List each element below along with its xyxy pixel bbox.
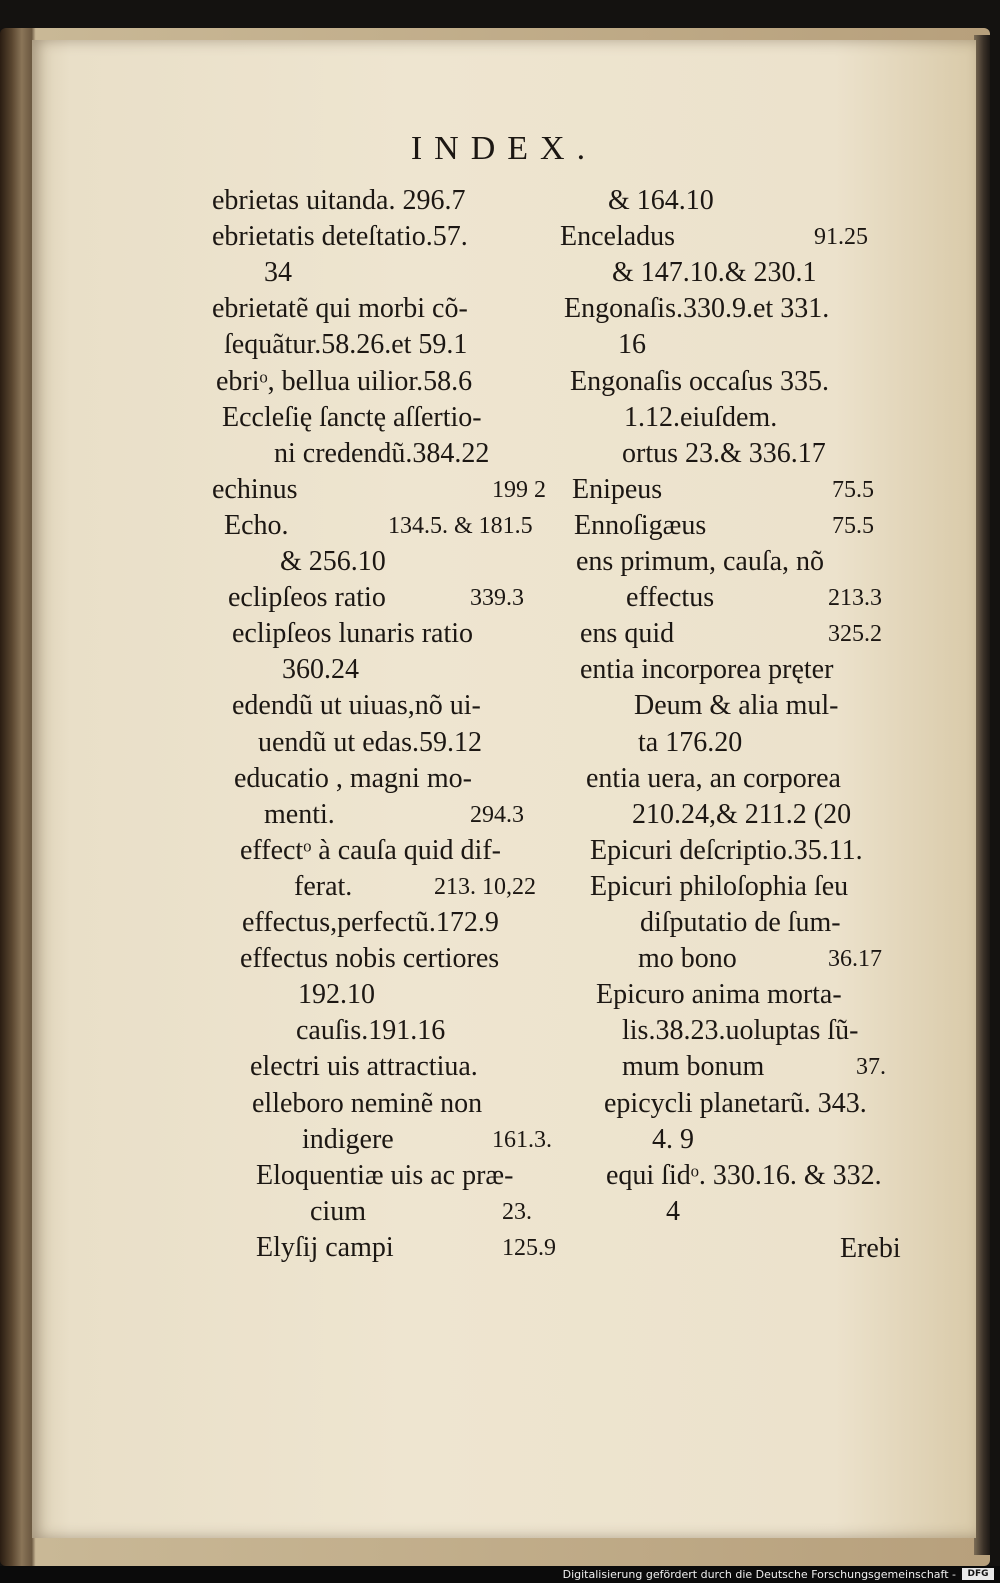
index-entry-page-ref: 213.3 xyxy=(828,585,882,612)
index-entry-text: mum bonum xyxy=(622,1051,765,1083)
index-entry-page-ref: 75.5 xyxy=(832,512,874,539)
footer-bar xyxy=(0,1566,1000,1583)
index-entry-text: 192.10 xyxy=(298,979,375,1011)
index-entry-text: ens quid xyxy=(580,618,675,650)
book-page xyxy=(32,40,976,1538)
index-entry-text: cium xyxy=(310,1195,366,1227)
index-entry-text: Ennoſigæus xyxy=(574,509,707,541)
index-entry-page-ref: 36.17 xyxy=(828,946,882,973)
index-entry-text: ens primum, cauſa, nõ xyxy=(576,546,825,577)
index-entry-text: ferat. xyxy=(294,870,353,902)
index-entry-text: edendũ ut uiuas,nõ ui- xyxy=(232,690,481,722)
book-edge xyxy=(974,35,990,1555)
index-entry-text: Epicuro anima morta- xyxy=(596,979,842,1011)
index-entry-text: lis.38.23.uoluptas ſũ- xyxy=(622,1015,859,1047)
index-entry-text: 4. 9 xyxy=(652,1123,694,1155)
index-entry-text: echinus xyxy=(212,473,298,505)
index-entry-text: Deum & alia mul- xyxy=(634,690,839,722)
index-entry-text: ſequãtur.58.26.et 59.1 xyxy=(224,329,468,361)
index-entry-page-ref: 134.5. & 181.5 xyxy=(388,512,533,539)
page-heading: INDEX. xyxy=(410,130,598,167)
index-entry-text: ni credendũ.384.22 xyxy=(274,437,490,469)
index-entry-text: 1.12.eiuſdem. xyxy=(624,401,778,433)
index-entry-text: ebrietas uitanda. 296.7 xyxy=(212,185,466,216)
index-entry-text: 360.24 xyxy=(282,654,359,686)
index-entry-page-ref: 91.25 xyxy=(814,224,868,251)
index-entry-text: elleboro neminẽ non xyxy=(252,1087,483,1119)
index-entry-text: 210.24,& 211.2 (20 xyxy=(632,798,852,830)
index-entry-text: ebrietatẽ qui morbi cõ- xyxy=(212,293,468,325)
index-entry-text: equi ſidᵒ. 330.16. & 332. xyxy=(606,1159,882,1191)
index-entry-text: Engonaſis.330.9.et 331. xyxy=(564,293,830,325)
index-entry-text: Engonaſis occaſus 335. xyxy=(570,365,829,397)
index-entry-text: mo bono xyxy=(638,943,737,975)
index-entry-text: Echo. xyxy=(224,509,289,541)
index-entry-text: ebrietatis deteſtatio.57. xyxy=(212,221,468,253)
index-entry-page-ref: 75.5 xyxy=(832,476,874,503)
index-entry-text: ebriᵒ, bellua uilior.58.6 xyxy=(216,365,473,397)
index-entry-text: Eccleſię ſanctę aſſertio- xyxy=(222,401,482,433)
index-entry-text: indigere xyxy=(302,1123,394,1155)
index-entry-text: & 256.10 xyxy=(280,546,386,577)
index-entry-text: menti. xyxy=(264,798,335,830)
index-entry-text: effectᵒ à cauſa quid dif- xyxy=(240,834,501,866)
index-entry-text: entia incorporea pręter xyxy=(580,654,834,686)
index-entry-text: epicycli planetarũ. 343. xyxy=(604,1087,867,1119)
index-entry-text: Enipeus xyxy=(572,473,663,505)
index-entry-text: cauſis.191.16 xyxy=(296,1015,446,1047)
index-entry-page-ref: 23. xyxy=(502,1198,532,1225)
index-entry-page-ref: 125.9 xyxy=(502,1234,556,1261)
catchword: Erebi xyxy=(840,1233,901,1264)
index-entry-text: effectus,perfectũ.172.9 xyxy=(242,907,499,938)
index-entry-text: educatio , magni mo- xyxy=(234,762,472,794)
index-entry-page-ref: 339.3 xyxy=(470,585,524,612)
index-entry-text: ortus 23.& 336.17 xyxy=(622,437,826,469)
dfg-logo: DFG xyxy=(962,1568,994,1580)
index-entry-text: & 164.10 xyxy=(608,185,714,216)
index-entry-text: Epicuri philoſophia ſeu xyxy=(590,870,849,902)
index-entry-text: Elyſij campi xyxy=(256,1231,394,1263)
index-entry-text: diſputatio de ſum- xyxy=(640,907,841,938)
index-entry-page-ref: 213. 10,22 xyxy=(434,873,536,900)
index-entry-text: Epicuri deſcriptio.35.11. xyxy=(590,834,863,866)
index-entry-page-ref: 294.3 xyxy=(470,801,524,828)
index-entry-text: entia uera, an corporea xyxy=(586,762,841,794)
index-entry-page-ref: 161.3. xyxy=(492,1126,552,1153)
index-entry-text: eclipſeos ratio xyxy=(228,582,386,614)
index-entry-text: eclipſeos lunaris ratio xyxy=(232,618,474,650)
index-entry-text: ta 176.20 xyxy=(638,726,743,758)
index-entry-page-ref: 37. xyxy=(856,1054,886,1081)
index-entry-text: Eloquentiæ uis ac præ- xyxy=(256,1159,514,1191)
index-entry-text: Enceladus xyxy=(560,221,676,253)
index-entry-text: 4 xyxy=(666,1195,680,1227)
index-entry-page-ref: 199 2 xyxy=(492,476,546,503)
index-entry-page-ref: 325.2 xyxy=(828,621,882,648)
index-entry-text: 34 xyxy=(264,257,292,289)
index-entry-text: 16 xyxy=(618,329,646,361)
index-entry-text: uendũ ut edas.59.12 xyxy=(258,726,482,758)
index-entry-text: effectus nobis certiores xyxy=(240,943,500,975)
index-entry-text: effectus xyxy=(626,582,715,614)
index-entry-text: electri uis attractiua. xyxy=(250,1051,478,1083)
footer-credit: Digitalisierung gefördert durch die Deutsche Forschungsgemeinschaft - xyxy=(562,1568,956,1581)
index-entry-text: & 147.10.& 230.1 xyxy=(612,257,817,289)
